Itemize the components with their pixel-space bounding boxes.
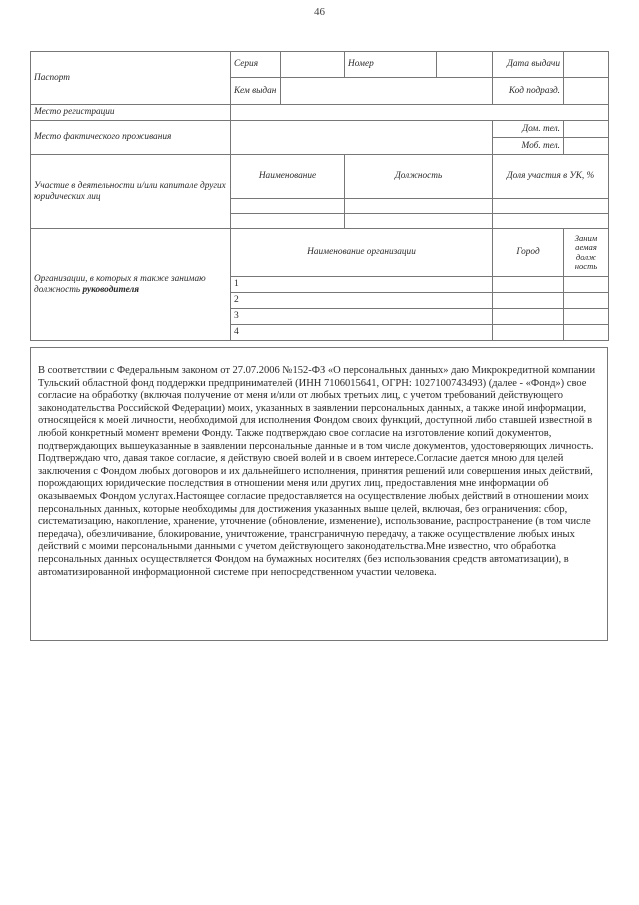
organization-row-2-name[interactable] bbox=[231, 293, 493, 309]
organization-row-4-city[interactable] bbox=[493, 325, 564, 341]
participation-row-1-share[interactable] bbox=[493, 199, 609, 214]
organization-row-4-position[interactable] bbox=[564, 325, 609, 341]
organizations-label-bold: руководителя bbox=[82, 284, 140, 295]
participation-col-position: Должность bbox=[345, 155, 493, 199]
passport-number-label: Номер bbox=[345, 52, 437, 78]
organization-row-3-city[interactable] bbox=[493, 309, 564, 325]
passport-division-code-label: Код подразд. bbox=[493, 78, 564, 105]
organizations-label-text: Организации, в которых я также занимаю должность bbox=[34, 273, 206, 295]
registration-place-label: Место регистрации bbox=[31, 105, 231, 121]
consent-text: В соответствии с Федеральным законом от 27.07.2006 №152-ФЗ «О персональных данных» даю Микрокредитной компании Тульский областной фонд поддержки предпринимателей (ИНН 7106015641, ОГРН: 1027100743493) (далее - «Фонд») свое согласие на обработку (включая получение от меня и/или от любых третьих лиц, с учетом требований действующего законодательства Российской Федерации) моих, указанных в заявлении персональных данных, а также иной информации, относящейся к моей личности, необходимой для исполнения Фондом своих функций, доступной либо ставшей известной в любой конкретный момент времени Фонду. Также подтверждаю свое согласие на изготовление копий документов, подтверждающих вышеуказанные в заявлении персональные данные и в том числе документов, удостоверяющих личность. Подтверждаю что, давая такое согласие, я действую своей волей и в своем интересе.Согласие дается мною для целей заключения с Фондом любых договоров и их дальнейшего исполнения, принятия решений или совершения иных действий, порождающих юридические последствия в отношении меня или других лиц, предоставления мне информации об оказываемых Фондом услугах.Настоящее согласие предоставляется на осуществление любых действий в отношении моих персональных данных, которые необходимы для достижения указанных выше целей, включая, без ограничения: сбор, систематизацию, накопление, хранение, уточнение (обновление, изменение), использование, распространение (в том числе передача), обезличивание, блокирование, уничтожение, трансграничную передачу, а также осуществление любых иных действий с моими персональными данными с учетом действующего законодательства.Мне известно, что обработка персональных данных осуществляется Фондом на бумажных носителях (без использования средств автоматизации), в автоматизированной информационной системе при непосредственном участии человека. bbox=[38, 365, 596, 578]
mobile-phone-label: Моб. тел. bbox=[493, 138, 564, 155]
participation-col-name: Наименование bbox=[231, 155, 345, 199]
actual-residence-label: Место фактического проживания bbox=[31, 121, 231, 155]
organizations-col-position-line-2: аемая bbox=[575, 242, 597, 253]
participation-col-share: Доля участия в УК, % bbox=[493, 155, 609, 199]
passport-issue-date-label: Дата выдачи bbox=[493, 52, 564, 78]
organizations-col-city: Город bbox=[493, 229, 564, 277]
organization-row-1-city[interactable] bbox=[493, 277, 564, 293]
organization-row-1-number: 1 bbox=[234, 279, 239, 290]
page-number: 46 bbox=[314, 6, 325, 18]
organization-row-1-position[interactable] bbox=[564, 277, 609, 293]
organizations-col-position bbox=[564, 229, 609, 277]
organization-row-3-name[interactable] bbox=[231, 309, 493, 325]
organizations-col-position-line-1: Заним bbox=[574, 232, 598, 243]
passport-series-field[interactable] bbox=[281, 52, 345, 78]
participation-row-1-position[interactable] bbox=[345, 199, 493, 214]
actual-residence-field[interactable] bbox=[231, 121, 493, 155]
passport-number-field[interactable] bbox=[437, 52, 493, 78]
organization-row-2-position[interactable] bbox=[564, 293, 609, 309]
passport-label: Паспорт bbox=[31, 52, 231, 105]
organizations-col-org-name: Наименование организации bbox=[231, 229, 493, 277]
organization-row-1-name[interactable] bbox=[231, 277, 493, 293]
passport-issued-by-field[interactable] bbox=[281, 78, 493, 105]
organization-row-2-number: 2 bbox=[234, 295, 239, 306]
participation-row-2-position[interactable] bbox=[345, 214, 493, 229]
organization-row-3-position[interactable] bbox=[564, 309, 609, 325]
organization-row-3-number: 3 bbox=[234, 311, 239, 322]
home-phone-field[interactable] bbox=[564, 121, 609, 138]
organization-row-4-name[interactable] bbox=[231, 325, 493, 341]
passport-issue-date-field[interactable] bbox=[564, 52, 609, 78]
personal-data-form-table bbox=[30, 51, 609, 341]
registration-place-field[interactable] bbox=[231, 105, 609, 121]
participation-row-2-share[interactable] bbox=[493, 214, 609, 229]
mobile-phone-field[interactable] bbox=[564, 138, 609, 155]
passport-issued-by-label: Кем выдан bbox=[231, 78, 281, 105]
organizations-col-position-line-4: ность bbox=[574, 260, 598, 271]
organization-row-4-number: 4 bbox=[234, 327, 239, 338]
participation-row-2-name[interactable] bbox=[231, 214, 345, 229]
passport-division-code-field[interactable] bbox=[564, 78, 609, 105]
organizations-label bbox=[31, 229, 231, 341]
organizations-col-position-line-3: долж bbox=[575, 251, 597, 262]
participation-label: Участие в деятельности и/или капитале других юридических лиц bbox=[31, 155, 231, 229]
home-phone-label: Дом. тел. bbox=[493, 121, 564, 138]
participation-row-1-name[interactable] bbox=[231, 199, 345, 214]
passport-series-label: Серия bbox=[231, 52, 281, 78]
consent-text-block bbox=[30, 347, 608, 641]
organization-row-2-city[interactable] bbox=[493, 293, 564, 309]
